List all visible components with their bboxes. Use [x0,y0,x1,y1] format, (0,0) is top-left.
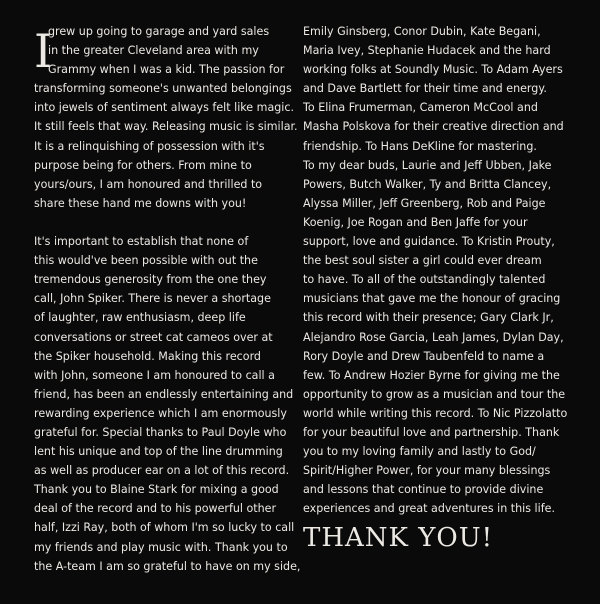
text-line: Spirit/Higher Power, for your many blessings [303,464,551,478]
text-line: deal of the record and to his powerful other [34,502,277,516]
text-line: It still feels that way. Releasing music is similar. [34,120,298,134]
text-line: Maria Ivey, Stephanie Hudacek and the hard [303,44,551,58]
text-line: friend, has been an endlessly entertaining and [34,387,294,401]
text-line: the Spiker household. Making this record [34,349,261,363]
paragraph-intro [34,22,296,213]
text-line: of laughter, raw enthusiasm, deep life [34,311,246,325]
text-line: this record with their presence; Gary Clark Jr, [303,311,554,325]
text-line: into jewels of sentiment always felt like magic. [34,101,295,115]
paragraph-acknowledgements [34,232,301,576]
text-line: To Elina Frumerman, Cameron McCool and [303,101,538,115]
text-line: my friends and play music with. Thank you to [34,540,288,554]
text-line: To my dear buds, Laurie and Jeff Ubben, Jake [303,158,552,172]
text-line: in the greater Cleveland area with my [48,44,259,58]
text-line: purpose being for others. From mine to [34,158,252,172]
text-line: grateful for. Special thanks to Paul Doyle who [34,425,287,439]
text-line: call, John Spiker. There is never a shortage [34,292,271,306]
text-line: transforming someone's unwanted belongings [34,82,292,96]
text-line: Koenig, Joe Rogan and Ben Jaffe for your [303,215,528,229]
text-line: half, Izzi Ray, both of whom I'm so lucky to call [34,521,295,535]
text-line: Powers, Butch Walker, Ty and Britta Clancey, [303,177,552,191]
text-line: working folks at Soundly Music. To Adam Ayers [303,63,563,77]
text-line: yours/ours, I am honoured and thrilled to [34,177,263,191]
text-line: grew up going to garage and yard sales [48,25,270,38]
text-line: Alyssa Miller, Jeff Greenberg, Rob and Paige [303,196,546,210]
text-line: It is a relinquishing of possession with it's [34,139,265,153]
text-line: and Dave Bartlett for their time and energy. [303,82,547,96]
text-line: experiences and great adventures in this life. [303,502,555,516]
text-line: Thank you to Blaine Stark for mixing a good [34,483,279,497]
text-line: support, love and guidance. To Kristin Prouty, [303,235,555,249]
text-line: It's important to establish that none of [34,235,249,249]
text-line: tremendous generosity from the one they [34,273,267,287]
text-line: as well as producer ear on a lot of this record. [34,464,290,478]
drop-cap: I [34,24,51,78]
text-line: few. To Andrew Hozier Byrne for giving me the [303,368,560,382]
text-line: Rory Doyle and Drew Taubenfeld to name a [303,349,545,363]
thank-you-heading: THANK YOU! [303,523,494,554]
text-line: Grammy when I was a kid. The passion for [48,63,285,77]
text-line: musicians that gave me the honour of gracing [303,292,561,306]
text-line: Emily Ginsberg, Conor Dubin, Kate Begani, [303,25,541,38]
text-line: with John, someone I am honoured to call a [34,368,275,382]
text-line: and lessons that continue to provide divine [303,483,544,497]
text-line: Alejandro Rose Garcia, Leah James, Dylan Day, [303,330,564,344]
text-line: lent his unique and top of the line drumming [34,445,283,459]
text-line: share these hand me downs with you! [34,196,247,210]
text-line: friendship. To Hans DeKline for mastering. [303,139,537,153]
text-line: the A-team I am so grateful to have on my side, [34,559,301,573]
text-line: you to my loving family and lastly to God/ [303,445,536,459]
text-line: world while writing this record. To Nic Pizzolatto [303,406,568,420]
text-line: Masha Polskova for their creative direction and [303,120,564,134]
text-line: opportunity to grow as a musician and tour the [303,387,566,401]
text-line: to have. To all of the outstandingly talented [303,273,546,287]
text-line: for your beautiful love and partnership. Thank [303,425,560,439]
text-line: this would've been possible with out the [34,254,258,268]
text-line: rewarding experience which I am enormously [34,406,287,420]
left-column [34,22,301,576]
text-line: conversations or street cat cameos over at [34,330,273,344]
text-line: the best soul sister a girl could ever dream [303,254,542,268]
right-column [303,22,571,555]
paragraph-gap [34,213,296,232]
